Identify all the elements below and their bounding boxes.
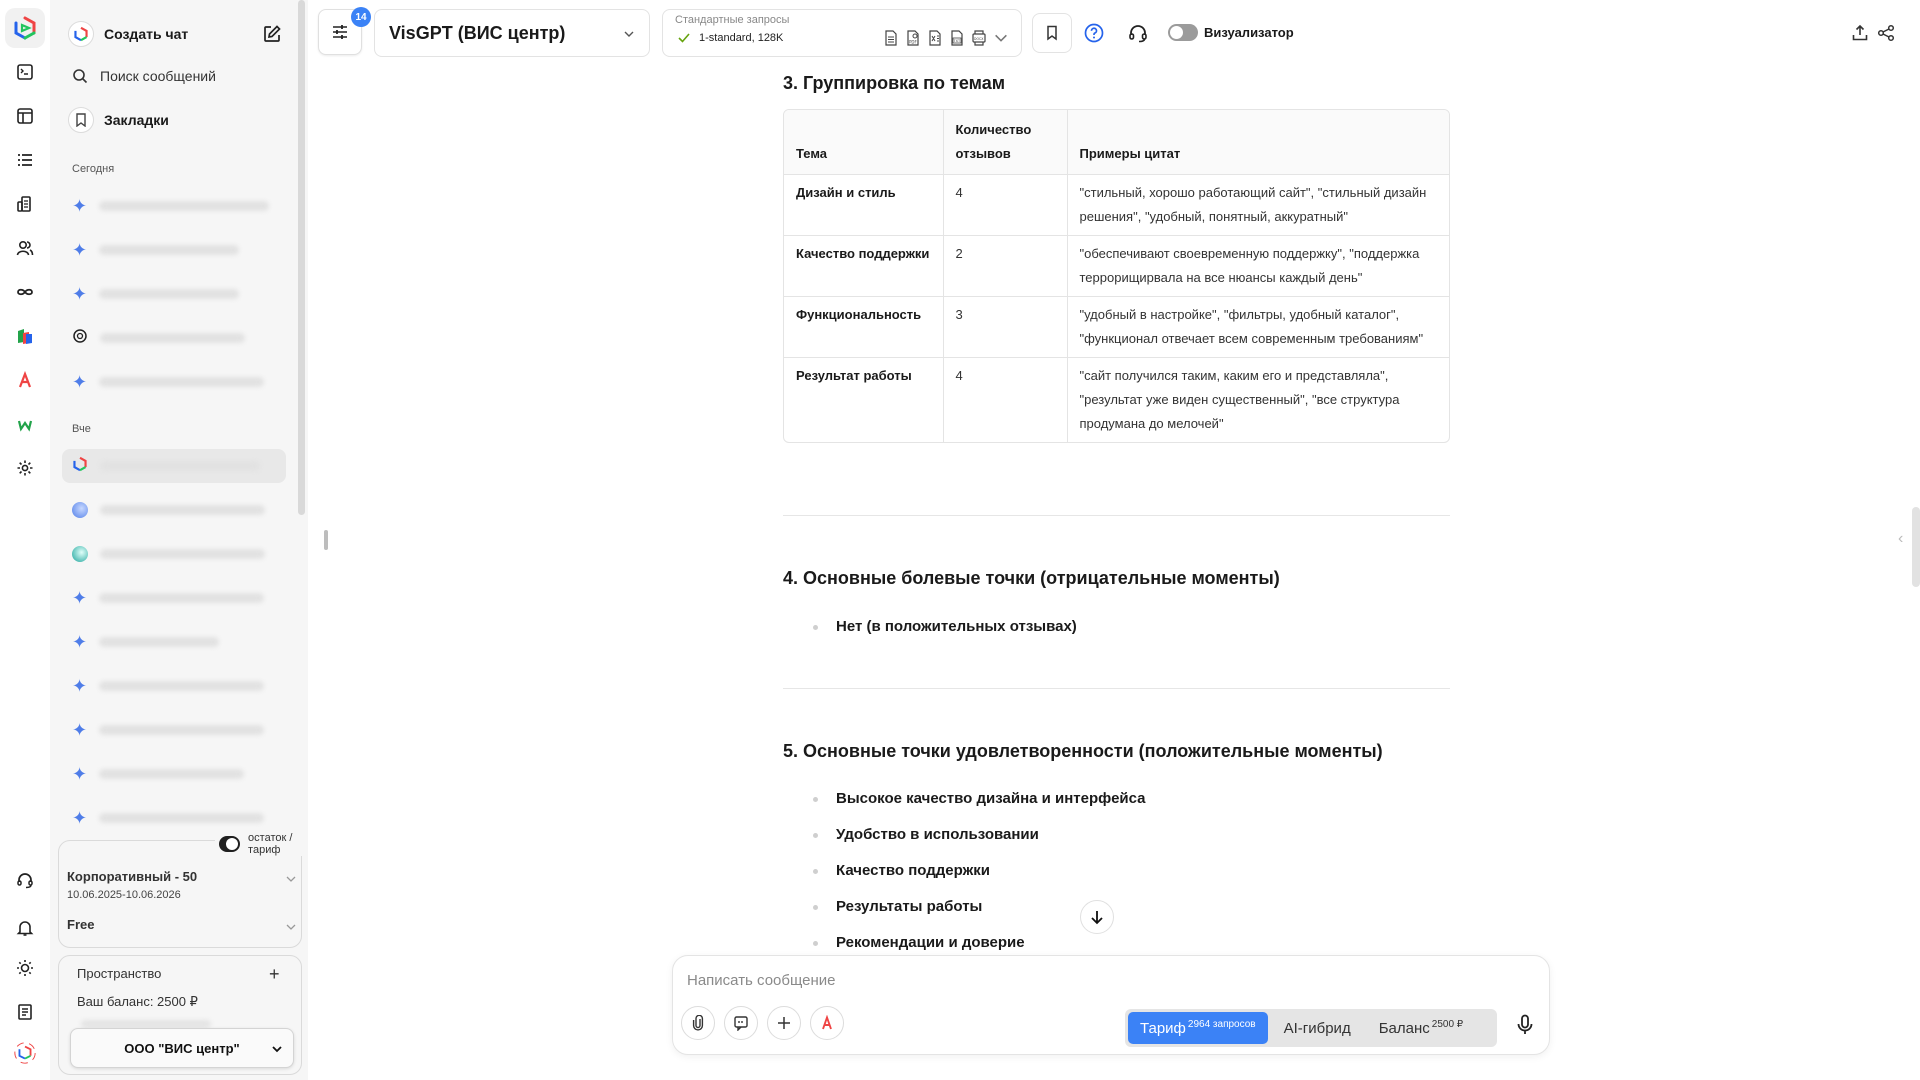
filter-count-badge: 14	[351, 7, 371, 27]
icon-rail	[0, 0, 50, 1080]
space-panel	[58, 955, 302, 1075]
chat-item[interactable]	[62, 801, 286, 835]
help-icon	[1084, 23, 1104, 43]
quotes-cell: "стильный, хорошо работающий сайт", "стильный дизайн решения", "удобный, понятный, аккуратный"	[1067, 175, 1449, 236]
search-messages-label: Поиск сообщений	[100, 68, 216, 84]
chevron-down-icon[interactable]	[285, 873, 297, 885]
list-item: Нет (в положительных отзывах)	[813, 617, 1077, 653]
column-header: Примеры цитат	[1067, 110, 1449, 175]
visgpt-icon	[72, 456, 88, 477]
bookmark-icon	[1046, 25, 1058, 41]
mode-label: AI-гибрид	[1283, 1019, 1351, 1037]
chat-item[interactable]	[62, 757, 286, 791]
requests-value: 1-standard, 128K	[699, 32, 784, 44]
requests-value-row	[677, 31, 783, 45]
arrow-down-icon	[1089, 909, 1105, 925]
visgpt-logo-icon[interactable]	[12, 1040, 38, 1066]
chat-title-redacted	[100, 333, 245, 343]
mode-ai-hybrid-tab[interactable]	[1272, 1012, 1363, 1044]
voice-input-button[interactable]	[1513, 1013, 1537, 1037]
right-panel-collapse-icon[interactable]: ‹	[1898, 530, 1904, 547]
list-item: Удобство в использовании	[813, 825, 1146, 861]
teal-orb-icon	[72, 546, 88, 562]
plus-icon	[777, 1016, 791, 1030]
chat-item-active[interactable]	[62, 449, 286, 483]
microphone-icon	[1516, 1014, 1534, 1036]
column-header: Тема	[784, 110, 943, 175]
list-item: Рекомендации и доверие	[813, 933, 1146, 969]
xls-icon	[927, 30, 943, 46]
list-icon[interactable]	[13, 148, 37, 172]
sparkle-icon: ✦	[72, 371, 88, 392]
content-scrollbar[interactable]	[1912, 507, 1920, 587]
support-button[interactable]	[1127, 22, 1149, 44]
chevron-down-icon	[271, 1043, 283, 1055]
chat-title-redacted	[99, 201, 269, 211]
count-cell: 4	[943, 175, 1067, 236]
list-item: Качество поддержки	[813, 861, 1146, 897]
tariff-dates: 10.06.2025-10.06.2026	[67, 889, 181, 901]
svg-text:TXT: TXT	[953, 39, 961, 43]
spellcheck-button[interactable]	[810, 1006, 844, 1040]
sparkle-icon: ✦	[72, 763, 88, 784]
chat-item[interactable]	[62, 581, 286, 615]
chat-item[interactable]	[62, 537, 286, 571]
sun-icon[interactable]	[13, 956, 37, 980]
mode-label: Тариф	[1140, 1019, 1186, 1037]
chat-title-redacted	[99, 681, 264, 691]
tariff-name: Корпоративный - 50	[67, 869, 198, 884]
chat-title-redacted	[99, 289, 239, 299]
requests-label: Стандартные запросы	[675, 14, 790, 26]
theme-cell: Дизайн и стиль	[784, 175, 943, 236]
chat-title-redacted	[99, 769, 244, 779]
count-cell: 2	[943, 236, 1067, 297]
themes-table	[783, 109, 1450, 443]
search-messages-button[interactable]	[72, 68, 216, 84]
new-chat-label: Создать чат	[104, 26, 189, 42]
sparkle-icon: ✦	[72, 587, 88, 608]
sidebar	[50, 0, 308, 1080]
printer-icon[interactable]	[13, 192, 37, 216]
file-type-icons	[883, 30, 1009, 46]
count-cell: 3	[943, 297, 1067, 358]
share-icon	[1877, 24, 1895, 42]
chat-item[interactable]	[62, 321, 286, 355]
divider	[783, 688, 1450, 689]
mode-sup: 2500 ₽	[1431, 1018, 1464, 1030]
billing-mode-switch	[1125, 1009, 1497, 1047]
layout-icon[interactable]	[13, 104, 37, 128]
table-row	[784, 175, 1449, 236]
toggle-switch[interactable]	[1168, 24, 1198, 41]
remainder-tariff-toggle[interactable]	[215, 832, 308, 856]
txt-icon	[949, 30, 965, 46]
paperclip-icon	[690, 1015, 706, 1031]
bell-icon[interactable]	[13, 916, 37, 940]
edit-icon[interactable]	[262, 24, 282, 44]
sparkle-icon: ✦	[72, 719, 88, 740]
bookmarks-button[interactable]	[68, 107, 169, 133]
bookmark-icon	[68, 107, 94, 133]
tariff-plan: Free	[67, 917, 95, 932]
chevron-down-icon[interactable]	[285, 921, 297, 933]
sparkle-icon: ✦	[72, 195, 88, 216]
section-3-title: 3. Группировка по темам	[783, 73, 1006, 93]
model-name: VisGPT (ВИС центр)	[389, 22, 566, 43]
svg-text:DOCX: DOCX	[974, 37, 984, 41]
theme-cell: Качество поддержки	[784, 236, 943, 297]
docx-icon	[971, 30, 987, 46]
satisfaction-points-list	[813, 789, 1146, 969]
add-button[interactable]	[767, 1006, 801, 1040]
organization-select[interactable]	[70, 1028, 294, 1068]
sidebar-resize-handle[interactable]	[324, 530, 328, 550]
quotes-cell: "сайт получился таким, каким его и представляла", "результат уже виден существенный", "все структура продумана до мелочей"	[1079, 368, 1400, 431]
section-4-title: 4. Основные болевые точки (отрицательные моменты)	[783, 568, 1280, 588]
theme-cell: Результат работы	[784, 358, 943, 443]
toggle-switch[interactable]	[219, 836, 240, 852]
group-label-today: Сегодня	[72, 163, 115, 175]
organization-name: ООО "ВИС центр"	[124, 1040, 240, 1056]
chat-item[interactable]	[62, 669, 286, 703]
pdf-icon	[905, 30, 921, 46]
document-icon[interactable]	[13, 1000, 37, 1024]
count-cell: 4	[943, 358, 1067, 443]
terminal-icon[interactable]	[13, 60, 37, 84]
section-5-title: 5. Основные точки удовлетворенности (положительные моменты)	[783, 741, 1383, 761]
check-icon	[677, 31, 691, 45]
share-button[interactable]	[1875, 22, 1897, 44]
svg-text:PDF: PDF	[909, 39, 917, 45]
chat-title-redacted	[99, 813, 264, 823]
tariff-panel	[58, 840, 302, 948]
quotes-cell: "удобный в настройке", "фильтры, удобный каталог", "функционал отвечает всем современным требованиям"	[1067, 297, 1449, 358]
mode-label: Баланс	[1378, 1019, 1430, 1037]
space-title: Пространство	[77, 966, 162, 981]
doc-icon	[883, 30, 899, 46]
chat-item[interactable]	[62, 277, 286, 311]
bookmarks-label: Закладки	[104, 112, 169, 128]
message-input[interactable]	[687, 968, 1527, 992]
sparkle-icon: ✦	[72, 807, 88, 828]
chat-title-redacted	[99, 245, 239, 255]
sparkle-icon: ✦	[72, 631, 88, 652]
visualizer-toggle[interactable]	[1168, 24, 1294, 41]
chat-item[interactable]	[62, 713, 286, 747]
divider	[783, 515, 1450, 516]
scroll-to-bottom-button[interactable]	[1080, 900, 1114, 934]
infinity-icon[interactable]	[13, 280, 37, 304]
chat-title-redacted	[100, 505, 265, 515]
openai-icon	[72, 328, 88, 349]
chat-title-redacted	[99, 593, 264, 603]
new-chat-button[interactable]	[68, 21, 188, 47]
model-select[interactable]	[374, 9, 650, 57]
chevron-down-icon	[993, 30, 1009, 46]
attach-button[interactable]	[681, 1006, 715, 1040]
quote-message-icon	[733, 1015, 749, 1031]
table-row	[784, 236, 1449, 297]
prompts-button[interactable]	[724, 1006, 758, 1040]
visualizer-label: Визуализатор	[1204, 25, 1294, 40]
blue-orb-icon	[72, 502, 88, 518]
group-label-yesterday: Вче	[72, 423, 91, 435]
sidebar-scrollbar[interactable]	[298, 0, 305, 515]
search-icon	[72, 68, 88, 84]
mode-tariff-tab[interactable]	[1128, 1012, 1268, 1044]
chat-title-redacted	[99, 637, 219, 647]
mode-balance-tab[interactable]	[1367, 1012, 1475, 1044]
letter-w-icon[interactable]	[13, 412, 37, 436]
redacted-text	[81, 1020, 211, 1028]
quotes-cell: "обеспечивают своевременную поддержку", "поддержка террорищирвала на все нюансы каждый день"	[1067, 236, 1449, 297]
chat-title-redacted	[100, 461, 260, 471]
balance-text: Ваш баланс: 2500 ₽	[77, 994, 198, 1009]
sparkle-icon: ✦	[72, 283, 88, 304]
chevron-down-icon	[623, 28, 635, 40]
add-space-button[interactable]: +	[269, 964, 280, 984]
chat-title-redacted	[100, 549, 265, 559]
new-chat-logo-icon	[68, 21, 94, 47]
toggle-label: остаток / тариф	[248, 832, 293, 856]
column-header: Количество отзывов	[943, 110, 1067, 175]
chat-item[interactable]	[62, 493, 286, 527]
letter-a-icon[interactable]	[13, 368, 37, 392]
letter-a-icon	[819, 1015, 835, 1031]
table-row	[784, 358, 1449, 443]
table-header-row	[784, 110, 1449, 175]
help-button[interactable]	[1083, 22, 1105, 44]
sliders-icon	[330, 22, 350, 42]
theme-cell: Функциональность	[784, 297, 943, 358]
list-item: Высокое качество дизайна и интерфейса	[813, 789, 1146, 825]
list-item: Результаты работы	[813, 897, 1146, 933]
message-composer	[672, 955, 1550, 1055]
chat-item[interactable]	[62, 233, 286, 267]
sparkle-icon: ✦	[72, 239, 88, 260]
requests-select[interactable]	[662, 9, 1022, 57]
upload-icon	[1851, 24, 1869, 42]
chat-item[interactable]	[62, 625, 286, 659]
sparkle-icon: ✦	[72, 675, 88, 696]
chat-item[interactable]	[62, 189, 286, 223]
chat-item[interactable]	[62, 365, 286, 399]
headset-icon[interactable]	[13, 868, 37, 892]
chat-title-redacted	[99, 725, 264, 735]
users-icon[interactable]	[13, 236, 37, 260]
books-icon[interactable]	[13, 324, 37, 348]
pain-points-list	[813, 617, 1077, 653]
chat-title-redacted	[99, 377, 264, 387]
headset-icon	[1128, 23, 1148, 43]
bookmark-button[interactable]	[1032, 13, 1072, 53]
table-row	[784, 297, 1449, 358]
export-button[interactable]	[1849, 22, 1871, 44]
gear-icon[interactable]	[13, 456, 37, 480]
app-logo-icon[interactable]	[5, 8, 45, 48]
mode-sup: 2964 запросов	[1187, 1018, 1256, 1030]
